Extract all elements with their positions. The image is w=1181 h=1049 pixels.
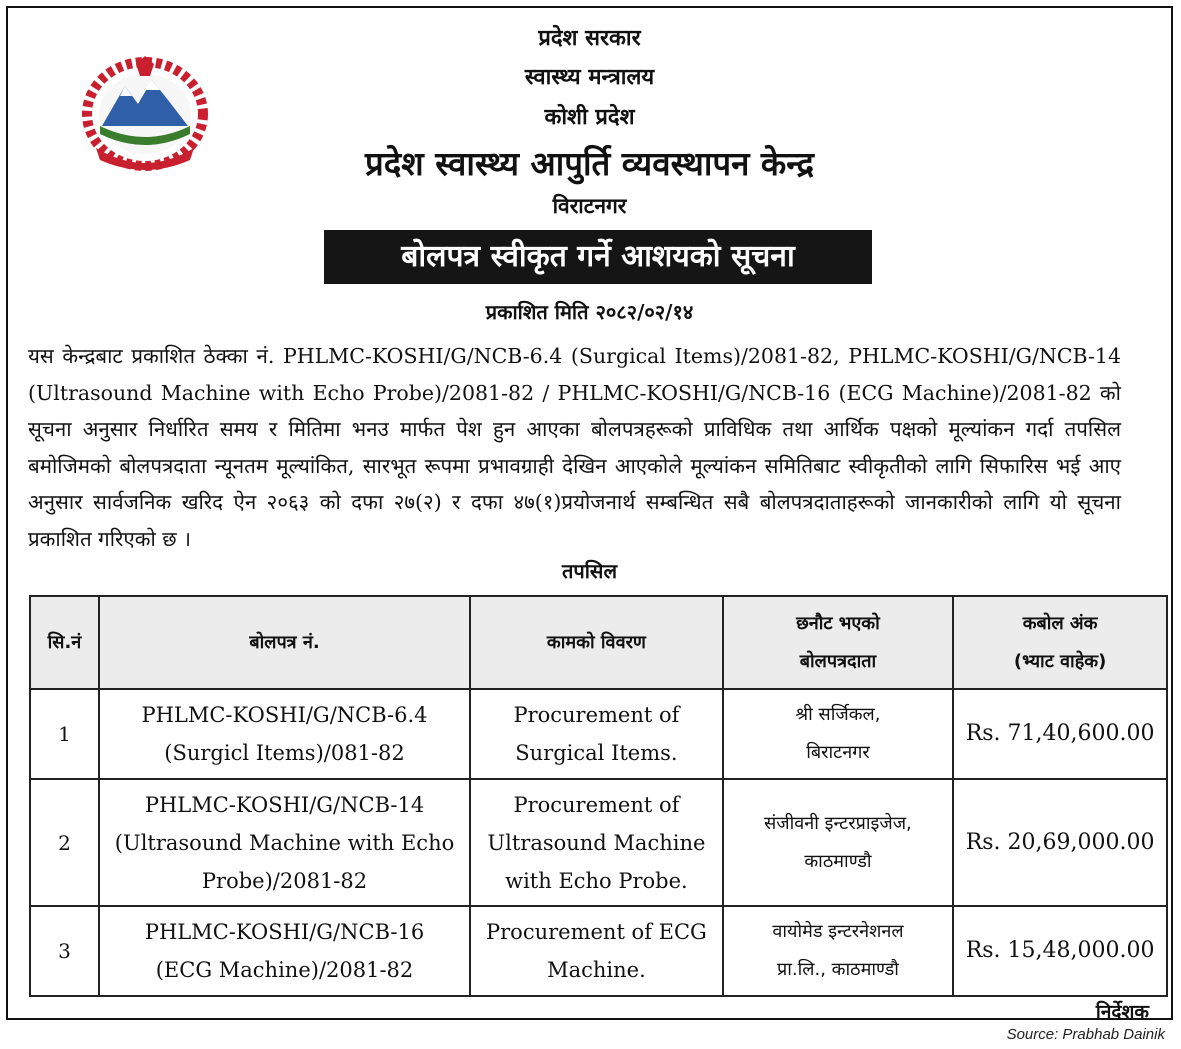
row-bid-no (99, 779, 470, 906)
bidder-line: बिराटनगर (806, 742, 870, 763)
row-bid-no (99, 906, 470, 996)
row-sn: 2 (30, 779, 99, 906)
row-sn: 3 (30, 906, 99, 996)
notice-body-paragraph: यस केन्द्रबाट प्रकाशित ठेक्का नं. PHLMC-KOSHI/G/NCB-6.4 (Surgical Items)/2081-82, PHLMC-KOSHI/G/NCB-14 (Ultrasound Machine with Echo Probe)/2081-82 / PHLMC-KOSHI/G/NCB-16 (ECG Machine)/2081-82 को सूचना अनुसार निर्धारित समय र मितिमा भनउ मार्फत पेश हुन आएका बोलपत्रहरूको प्राविधिक तथा आर्थिक पक्षको मूल्यांकन गर्दा तपसिल बमोजिमको बोलपत्रदाता न्यूनतम मूल्यांकित, सारभूत रूपमा प्रभावग्राही देखिन आएकोले मूल्यांकन समितिबाट स्वीकृतीको लागि सिफारिस भई आए अनुसार सार्वजनिक खरिद ऐन २०६३ को दफा २७(२) र दफा ४७(१)प्रयोजनार्थ सम्बन्धित सबै बोलपत्रदाताहरूको जानकारीको लागि यो सूचना प्रकाशित गरिएको छ । (28, 344, 1121, 551)
header-description: कामको विवरण (470, 596, 723, 689)
description-line: Procurement of (513, 703, 680, 727)
office-name: प्रदेश स्वास्थ्य आपुर्ति व्यवस्थापन केन्द्र (364, 144, 815, 183)
description-line: Surgical Items. (515, 741, 678, 765)
header-amount-line2: (भ्याट वाहेक) (1013, 650, 1107, 672)
table-row (30, 906, 1167, 996)
row-bid-no (99, 689, 470, 779)
row-bidder (723, 689, 953, 779)
bid-no-line: (ECG Machine)/2081-82 (155, 958, 414, 982)
source-credit: Source: Prabhab Dainik (1006, 1026, 1165, 1043)
bid-no-line: (Surgicl Items)/081-82 (164, 741, 405, 765)
row-amount: Rs. 71,40,600.00 (953, 689, 1167, 779)
bid-no-line: PHLMC-KOSHI/G/NCB-14 (144, 792, 425, 817)
table-row (30, 779, 1167, 906)
header-amount (953, 596, 1167, 689)
bid-no-line: PHLMC-KOSHI/G/NCB-16 (144, 920, 425, 944)
header-line-ministry: स्वास्थ्य मन्त्रालय (524, 65, 655, 90)
header-bidder (723, 596, 953, 689)
bid-no-line: PHLMC-KOSHI/G/NCB-6.4 (141, 703, 428, 727)
row-bidder (723, 906, 953, 996)
row-description (470, 906, 723, 996)
header-bidder-line1: छनौट भएको (796, 612, 880, 634)
bid-no-line: (Ultrasound Machine with Echo (114, 830, 455, 855)
bidder-line: काठमाण्डौ (804, 850, 872, 872)
row-amount: Rs. 20,69,000.00 (953, 779, 1167, 906)
row-bidder (723, 779, 953, 906)
signatory: निर्देशक (1095, 1001, 1149, 1023)
description-line: with Echo Probe. (505, 868, 688, 893)
bid-no-line: Probe)/2081-82 (201, 868, 368, 893)
row-description (470, 689, 723, 779)
header-bidder-line2: बोलपत्रदाता (799, 650, 877, 672)
description-line: Ultrasound Machine (487, 830, 706, 855)
bidder-line: श्री सर्जिकल, (795, 704, 881, 725)
table-header-row (30, 596, 1167, 689)
header-sn: सि.नं (30, 596, 99, 689)
header-line-province: कोशी प्रदेश (544, 105, 635, 130)
bidder-line: प्रा.लि., काठमाण्डौ (777, 959, 899, 980)
header-bid-no: बोलपत्र नं. (99, 596, 470, 689)
header-line-government: प्रदेश सरकार (538, 26, 641, 51)
office-city: विराटनगर (552, 194, 627, 218)
table-row (30, 689, 1167, 779)
bidder-line: वायोमेड इन्टरनेशनल (772, 921, 904, 942)
row-amount: Rs. 15,48,000.00 (953, 906, 1167, 996)
description-line: Procurement of ECG (486, 920, 707, 944)
header-amount-line1: कबोल अंक (1022, 612, 1098, 634)
description-line: Procurement of (513, 792, 680, 817)
row-description (470, 779, 723, 906)
bidder-line: संजीवनी इन्टरप्राइजेज, (764, 812, 912, 834)
table-title: तपसिल (561, 559, 618, 583)
description-line: Machine. (547, 958, 646, 982)
bid-result-table (29, 595, 1168, 997)
notice-title-banner: बोलपत्र स्वीकृत गर्ने आशयको सूचना (324, 230, 872, 284)
published-date: प्रकाशित मिति २०८२/०२/१४ (485, 300, 694, 324)
notice-frame (6, 6, 1173, 1023)
row-sn: 1 (30, 689, 99, 779)
